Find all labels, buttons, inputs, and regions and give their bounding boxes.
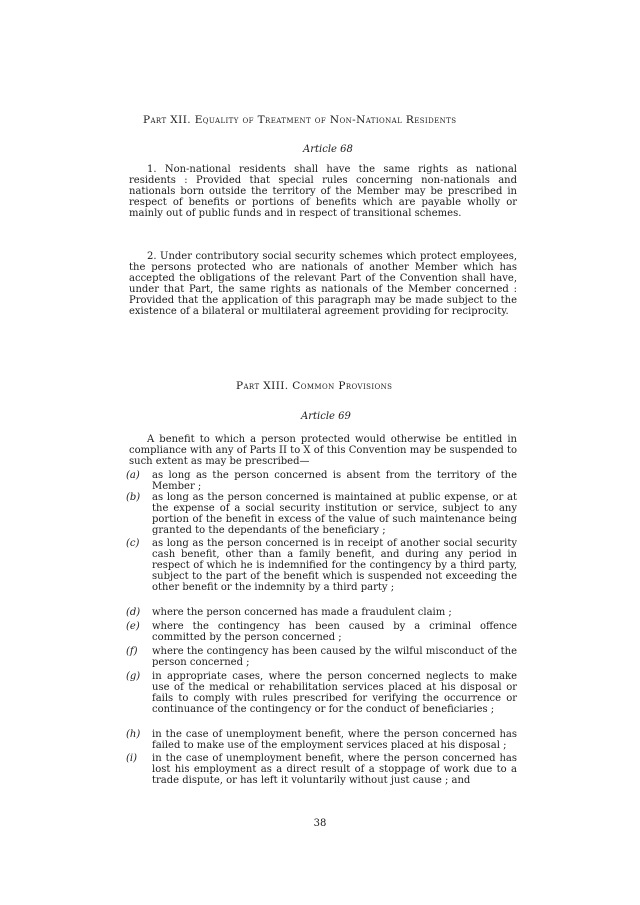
article-69-intro: A benefit to which a person protected would otherwise be entitled in compliance with any of Parts II to X of this Convention may be suspended to such extent as may be prescribed—: [129, 434, 517, 468]
list-item-text: as long as the person concerned is maintained at public expense, or at the expense of a social security institution or service, subject to any portion of the benefit in excess of the value of such maintenance being granted to the dependants of the beneficiary ;: [152, 492, 517, 537]
list-item-text: where the person concerned has made a fraudulent claim ;: [152, 607, 452, 618]
list-item-label: (e): [126, 621, 140, 632]
list-item-c: [126, 538, 517, 594]
list-item-label: (i): [126, 753, 138, 764]
list-item-text: in the case of unemployment benefit, where the person concerned has failed to make use of the employment services placed at his disposal ;: [152, 729, 517, 752]
list-item-g: [126, 671, 517, 716]
list-item-text: in appropriate cases, where the person concerned neglects to make use of the medical or rehabilitation services placed at his disposal or fails to comply with rules prescribed for verifying the occurrence or continuance of the contingency or for the conduct of beneficiaries ;: [152, 671, 517, 716]
list-item-e: [126, 621, 517, 644]
list-item-a: [126, 470, 517, 493]
page-number: 38: [313, 818, 327, 829]
list-item-h: [126, 729, 517, 752]
list-item-label: (g): [126, 671, 141, 682]
list-item-i: [126, 753, 517, 787]
list-item-text: as long as the person concerned is absent from the territory of the Member ;: [152, 470, 517, 493]
list-item-d: [126, 607, 517, 618]
list-item-text: where the contingency has been caused by the wilful misconduct of the person concerned ;: [152, 646, 517, 669]
list-item-f: [126, 646, 517, 669]
list-item-text: where the contingency has been caused by a criminal offence committed by the person concerned ;: [152, 621, 517, 644]
list-item-text: as long as the person concerned is in receipt of another social security cash benefit, other than a family benefit, and during any period in respect of which he is indemnified for the contingency by a third party, subject to the part of the benefit which is suspended not exceeding the other benefit or the indemnity by a third party ;: [152, 538, 517, 594]
part-xii-heading: Part XII. Equality of Treatment of Non-National Residents: [143, 114, 457, 126]
article-68-title: Article 68: [303, 144, 353, 155]
list-item-b: [126, 492, 517, 537]
list-item-label: (f): [126, 646, 138, 657]
article-68-paragraph-1: 1. Non-national residents shall have the same rights as national residents : Provided that special rules concerning non-nationals and nationals born outside the territory of the Member may be prescribed in respect of benefits or portions of benefits which are payable wholly or mainly out of public funds and in respect of transitional schemes.: [129, 164, 517, 220]
list-item-label: (d): [126, 607, 141, 618]
list-item-label: (h): [126, 729, 141, 740]
list-item-text: in the case of unemployment benefit, where the person concerned has lost his employment as a direct result of a stoppage of work due to a trade dispute, or has left it voluntarily without just cause ; and: [152, 753, 517, 787]
article-69-title: Article 69: [301, 411, 351, 422]
list-item-label: (c): [126, 538, 140, 549]
part-xiii-heading: Part XIII. Common Provisions: [236, 380, 393, 392]
list-item-label: (a): [126, 470, 140, 481]
article-68-paragraph-2: 2. Under contributory social security schemes which protect employees, the persons protected who are nationals of another Member which has accepted the obligations of the relevant Part of the Convention shall have, under that Part, the same rights as nationals of the Member concerned : Provided that the application of this paragraph may be made subject to the existence of a bilateral or multilateral agreement providing for reciprocity.: [129, 251, 517, 318]
list-item-label: (b): [126, 492, 141, 503]
